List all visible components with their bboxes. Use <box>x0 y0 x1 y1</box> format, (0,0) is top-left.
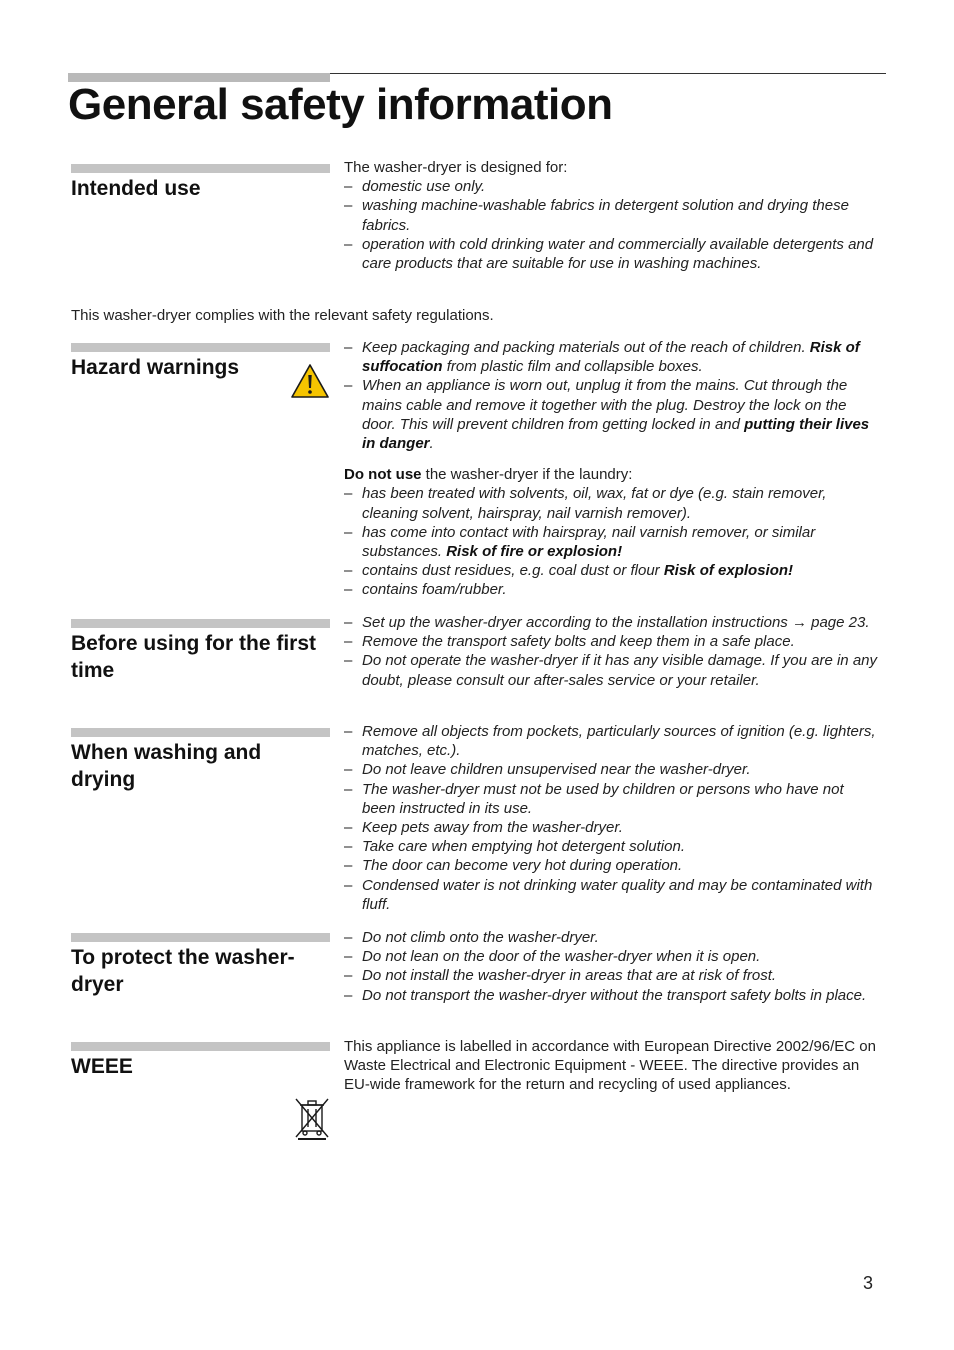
list-item: – Do not climb onto the washer-dryer. <box>344 928 879 947</box>
list-item: – washing machine-washable fabrics in detergent solution and drying these fabrics. <box>344 196 879 234</box>
hazard-warnings-heading: Hazard warnings <box>71 356 240 379</box>
section-divider <box>71 343 330 352</box>
list-item: – The door can become very hot during operation. <box>344 856 879 875</box>
page-title: General safety information <box>68 80 613 129</box>
washing-drying-list <box>344 722 879 914</box>
before-first-use-body <box>344 613 879 690</box>
list-item: – Take care when emptying hot detergent solution. <box>344 837 879 856</box>
list-item: – Set up the washer-dryer according to the installation instructions → page 23. <box>344 613 879 632</box>
section-divider <box>71 933 330 942</box>
protect-list <box>344 928 879 1005</box>
section-divider <box>71 1042 330 1051</box>
list-item: – domestic use only. <box>344 177 879 196</box>
list-item: – Do not transport the washer-dryer without the transport safety bolts in place. <box>344 986 879 1005</box>
hazard-warnings-body <box>344 338 879 600</box>
list-item: – has come into contact with hairspray, nail varnish remover, or similar substances. Risk of fire or explosion! <box>344 523 879 561</box>
weee-text: This appliance is labelled in accordance with European Directive 2002/96/EC on Waste Electrical and Electronic Equipment - WEEE. The directive provides an EU-wide framework for the return and recycling of used appliances. <box>344 1038 876 1094</box>
section-divider <box>71 164 330 173</box>
list-item: – Do not leave children unsupervised near the washer-dryer. <box>344 760 879 779</box>
list-item: – has been treated with solvents, oil, wax, fat or dye (e.g. stain remover, cleaning solvent, hairspray, nail varnish remover). <box>344 484 879 522</box>
weee-body <box>344 1037 879 1095</box>
weee-heading: WEEE <box>71 1055 133 1078</box>
intended-use-heading: Intended use <box>71 177 201 200</box>
protect-body <box>344 928 879 1005</box>
list-item: – Condensed water is not drinking water quality and may be contaminated with fluff. <box>344 876 879 914</box>
protect-heading: To protect the washer-dryer <box>71 946 295 996</box>
do-not-use-intro: Do not use the washer-dryer if the laundry: <box>344 466 633 484</box>
intended-use-body <box>344 158 879 273</box>
page-number: 3 <box>863 1273 874 1293</box>
list-item: – Remove all objects from pockets, particularly sources of ignition (e.g. lighters, matches, etc.). <box>344 722 879 760</box>
list-item: – contains foam/rubber. <box>344 580 879 599</box>
section-divider <box>71 619 330 628</box>
crossed-out-bin-icon <box>294 1097 330 1141</box>
list-item: – Do not operate the washer-dryer if it has any visible damage. If you are in any doubt, please consult our after-sales service or your retailer. <box>344 651 879 689</box>
list-item: – Do not install the washer-dryer in areas that are at risk of frost. <box>344 966 879 985</box>
warning-triangle-icon <box>290 363 330 399</box>
list-item: – Keep pets away from the washer-dryer. <box>344 818 879 837</box>
list-item: – Keep packaging and packing materials out of the reach of children. Risk of suffocation from plastic film and collapsible boxes. <box>344 338 879 376</box>
washing-drying-heading: When washing and drying <box>71 741 262 791</box>
compliance-statement: This washer-dryer complies with the relevant safety regulations. <box>71 307 494 324</box>
intended-use-list <box>344 177 879 273</box>
list-item: – The washer-dryer must not be used by children or persons who have not been instructed in its use. <box>344 780 879 818</box>
washing-drying-body <box>344 722 879 914</box>
hazard-list <box>344 338 879 453</box>
section-divider <box>71 728 330 737</box>
before-first-use-list <box>344 613 879 690</box>
list-item: – contains dust residues, e.g. coal dust or flour Risk of explosion! <box>344 561 879 580</box>
list-item: – When an appliance is worn out, unplug it from the mains. Cut through the mains cable and remove it together with the plug. Destroy the lock on the door. This will prevent children from getting locked in and putting their lives in danger. <box>344 376 879 453</box>
laundry-list <box>344 484 879 599</box>
list-item: – Remove the transport safety bolts and keep them in a safe place. <box>344 632 879 651</box>
before-first-use-heading: Before using for the first time <box>71 632 317 682</box>
intended-use-intro: The washer-dryer is designed for: <box>344 159 568 176</box>
list-item: – Do not lean on the door of the washer-dryer when it is open. <box>344 947 879 966</box>
list-item: – operation with cold drinking water and commercially available detergents and care products that are suitable for use in washing machines. <box>344 235 879 273</box>
